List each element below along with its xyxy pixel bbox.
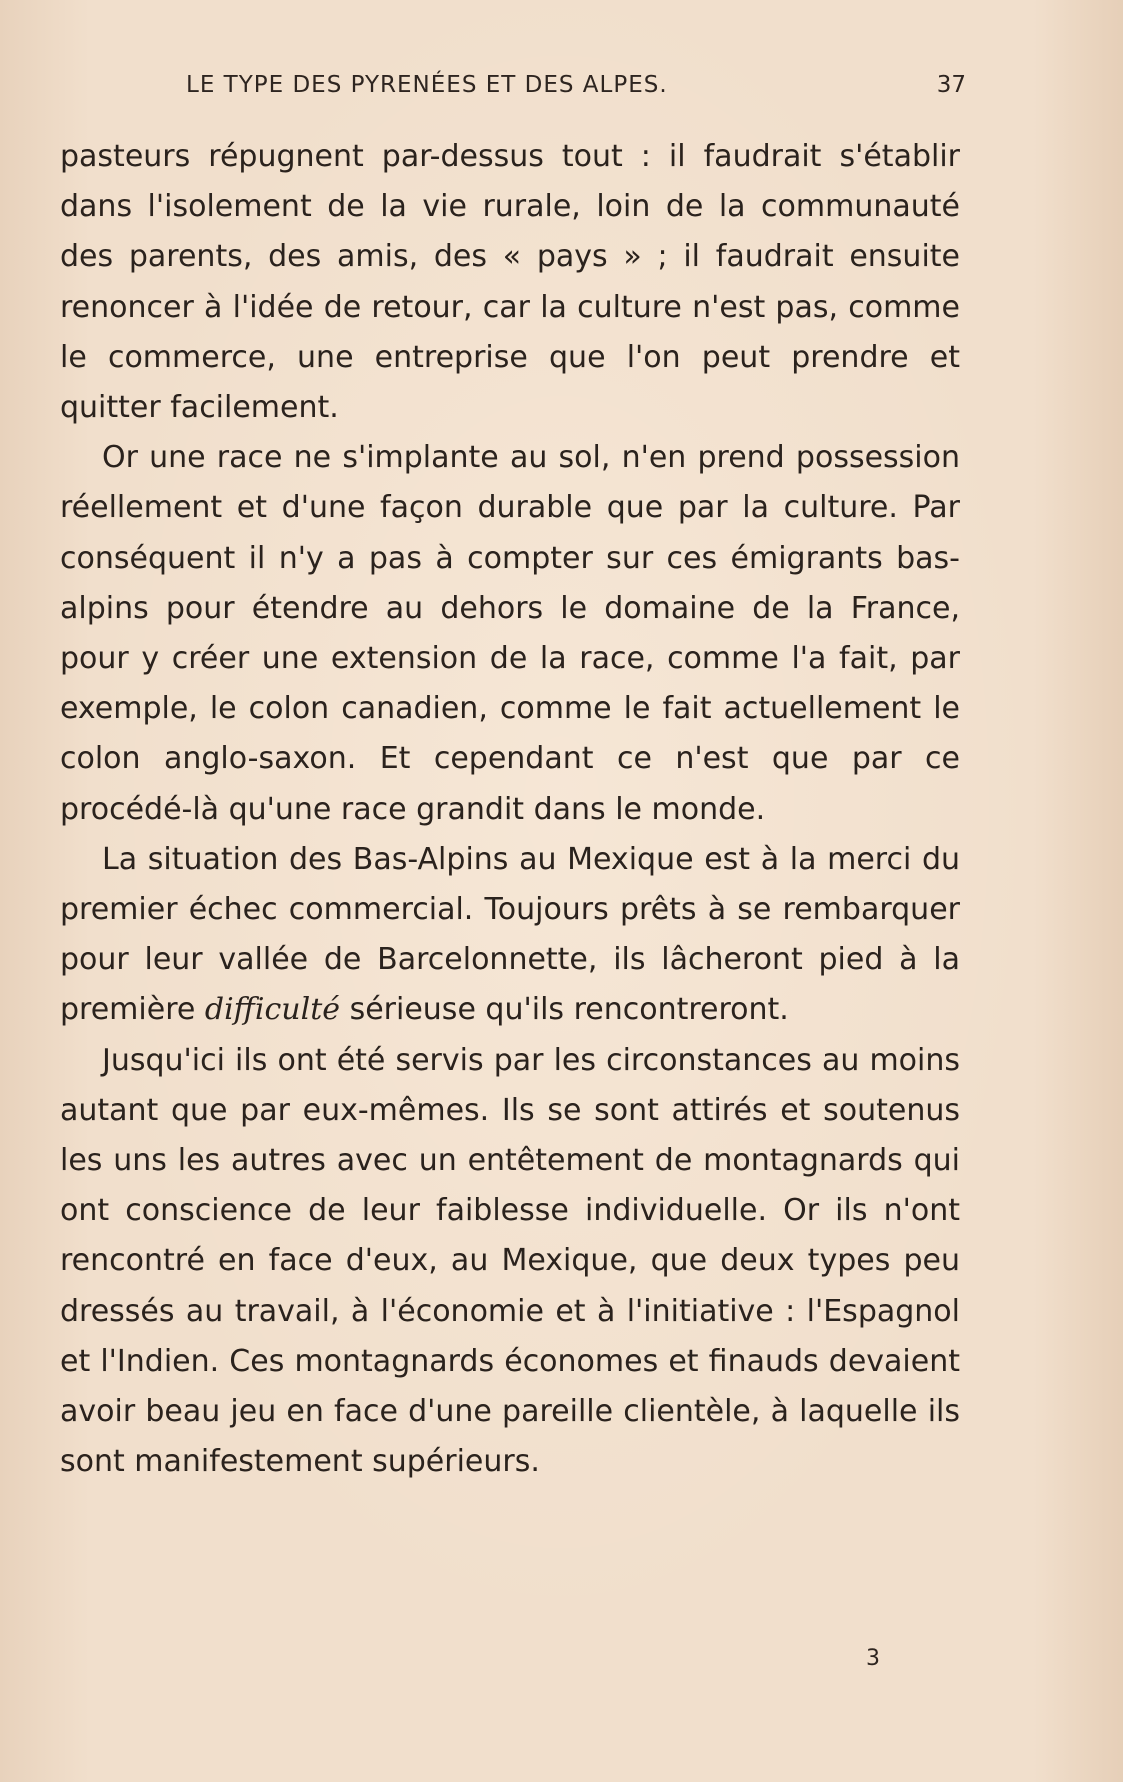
paragraph-continued: pasteurs répugnent par-dessus tout : il faudrait s'établir dans l'isolement de la vie rurale, loin de la communauté des parents, des amis, des « pays » ; il faudrait ensuite renoncer à l'idée de retour, car la culture n'est pas, comme le commerce, une entreprise que l'on peut prendre et quitter facilement.: [60, 139, 960, 426]
paragraph-situation-end: sérieuse qu'ils rencontreront.: [340, 992, 789, 1028]
page-number: 37: [936, 72, 966, 98]
signature-mark: 3: [866, 1646, 880, 1671]
paragraph-race-culture: Or une race ne s'implante au sol, n'en prend possession réellement et d'une façon durable que par la culture. Par conséquent il n'y a pas à compter sur ces émigrants bas-alpins pour étendre au dehors le domaine de la France, pour y créer une extension de la race, comme l'a fait, par exemple, le colon canadien, comme le fait actuellement le colon anglo-saxon. Et cependant ce n'est que par ce procédé-là qu'une race grandit dans le monde.: [60, 440, 960, 827]
paragraph-situation-mexique: [60, 835, 960, 1036]
italic-word: difficulté: [204, 992, 341, 1028]
running-title: LE TYPE DES PYRENÉES ET DES ALPES.: [186, 72, 668, 98]
paragraph-circonstances: Jusqu'ici ils ont été servis par les circonstances au moins autant que par eux-mêmes. Ils se sont attirés et soutenus les uns les autres avec un entêtement de montagnards qui ont conscience de leur faiblesse individuelle. Or ils n'ont rencontré en face d'eux, au Mexique, que deux types peu dressés au travail, à l'économie et à l'initiative : l'Espagnol et l'Indien. Ces montagnards économes et finauds devaient avoir beau jeu en face d'une pareille clientèle, à laquelle ils sont manifestement supérieurs.: [60, 1042, 960, 1480]
paragraph-situation-start: La situation des Bas-Alpins au Mexique est à la merci du premier échec commercial. Toujours prêts à se rembarquer pour leur vallée de Barcelonnette, ils lâcheront pied à la première: [60, 841, 960, 1028]
body-text: [60, 132, 960, 1487]
